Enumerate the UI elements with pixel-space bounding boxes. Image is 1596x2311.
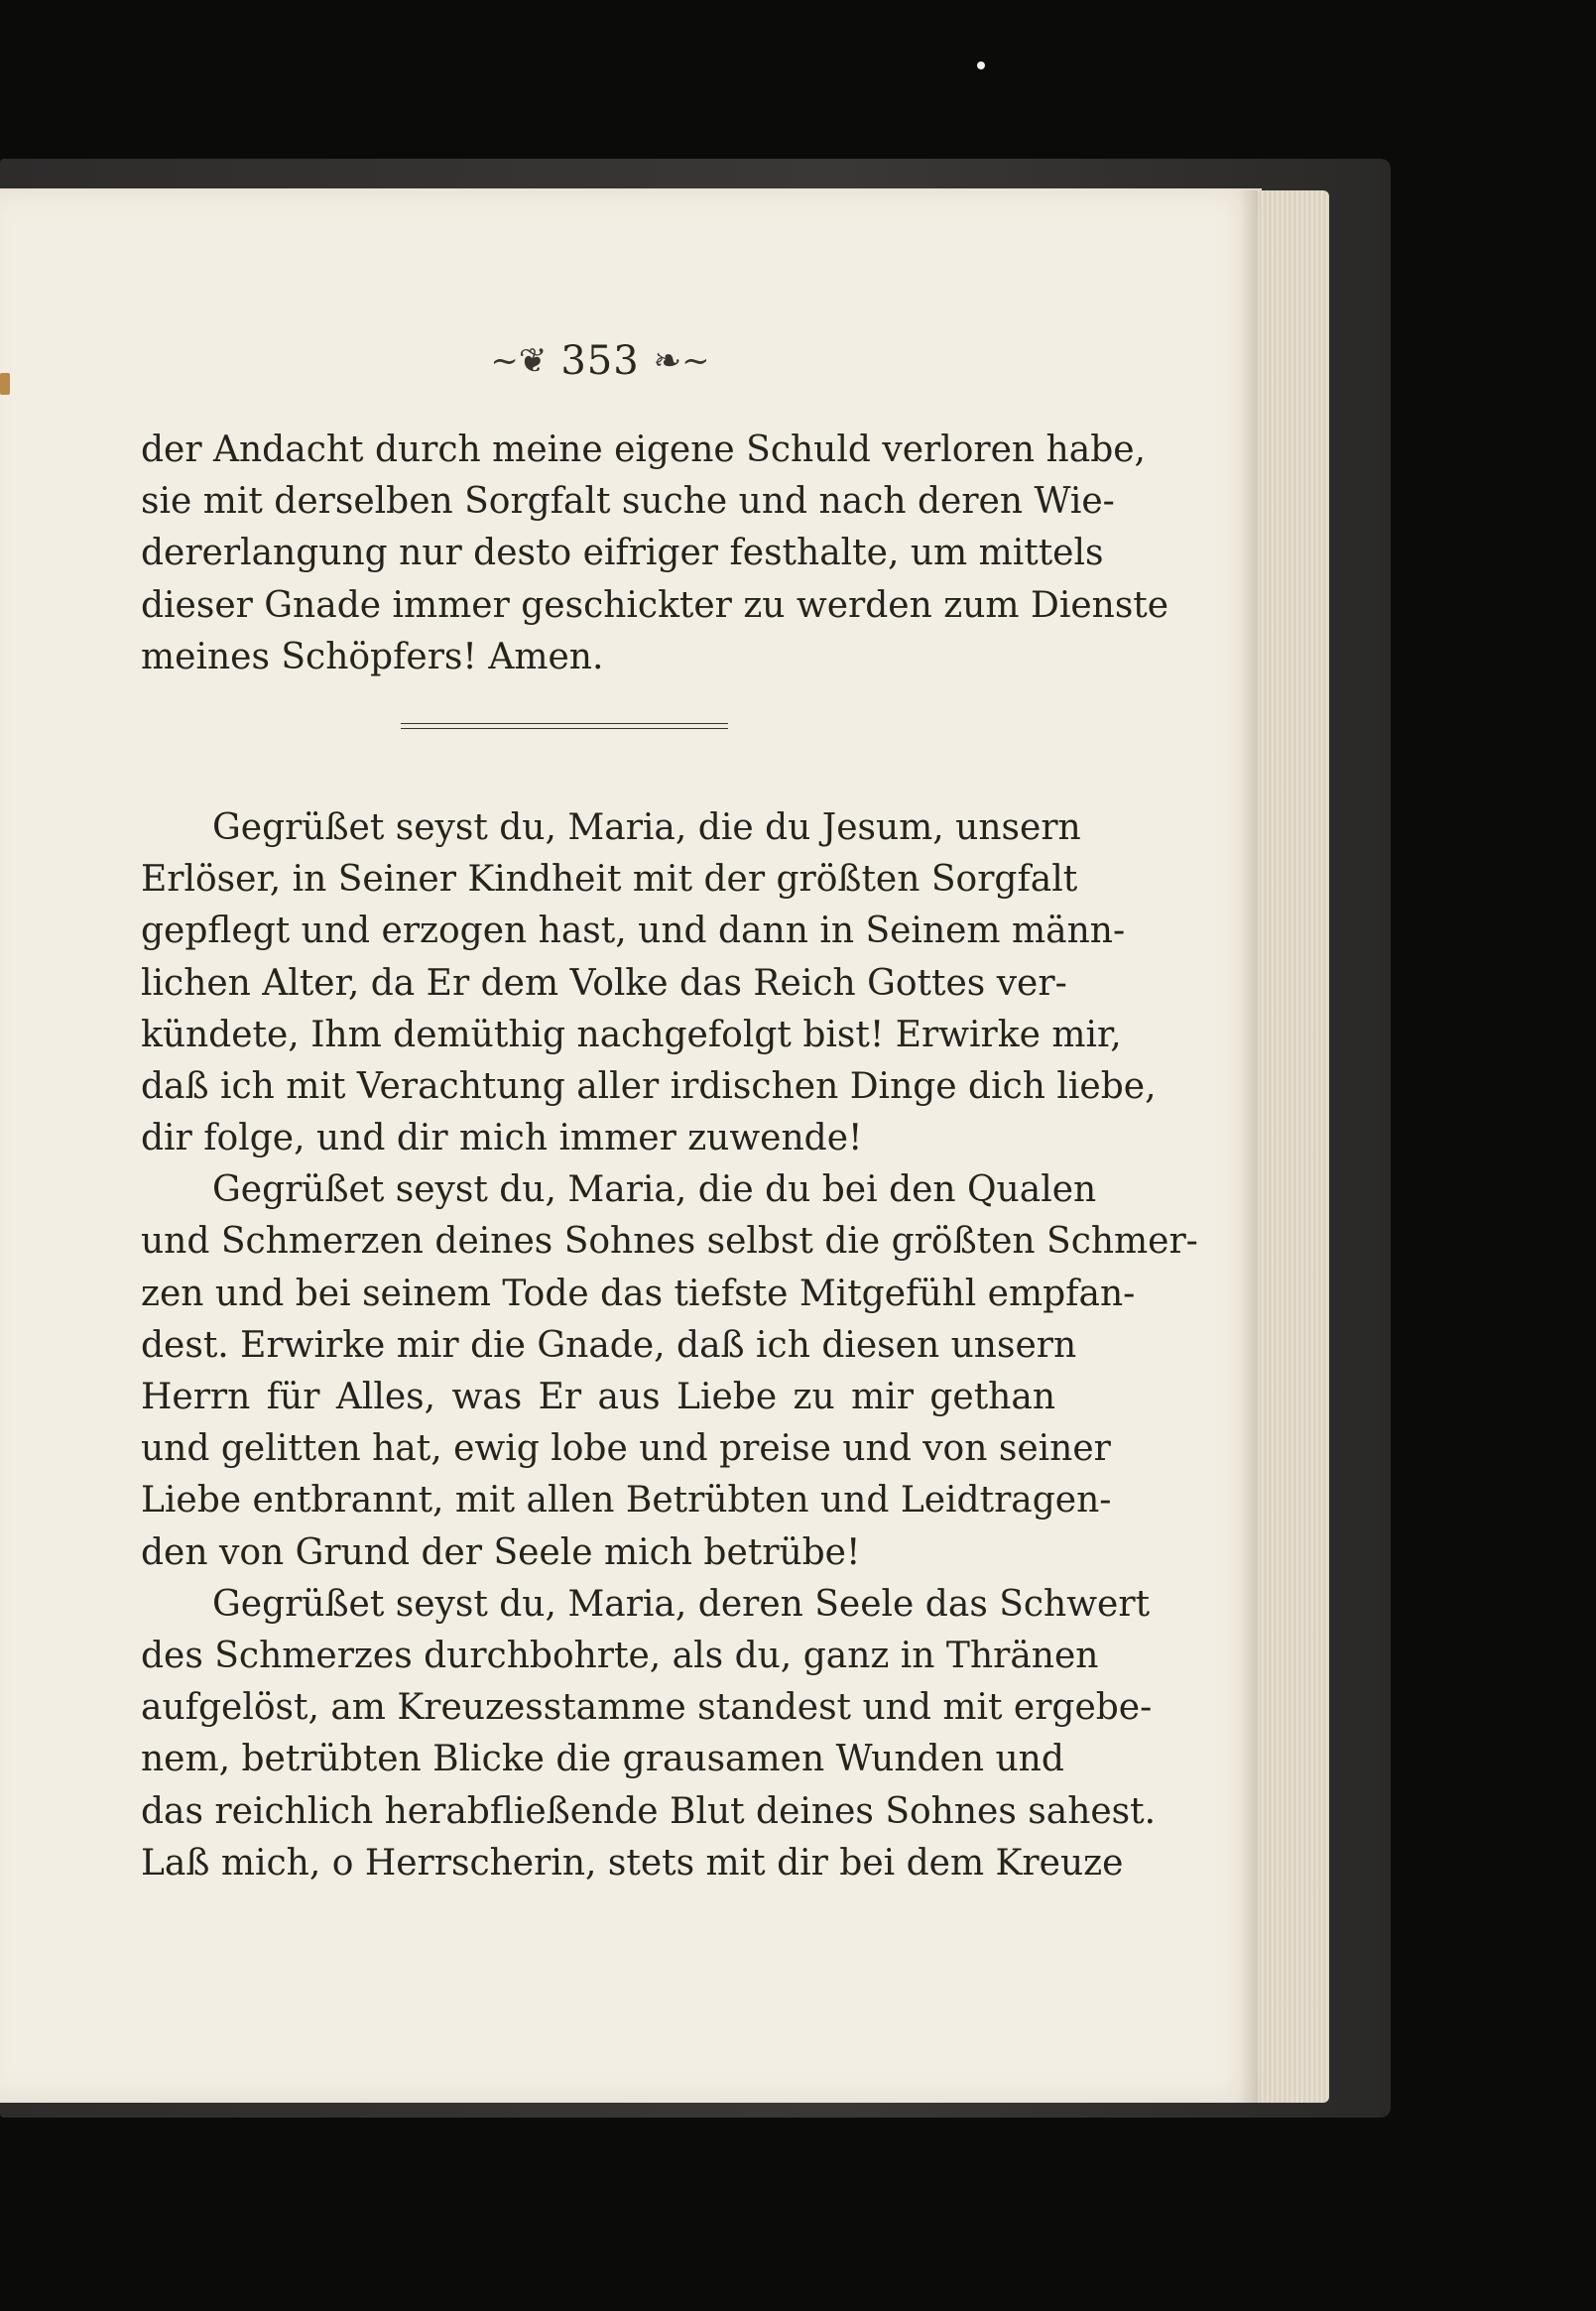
text-line: der Andacht durch meine eigene Schuld verloren habe, bbox=[141, 429, 1146, 470]
text-line: Gegrüßet seyst du, Maria, die du bei den Qualen bbox=[212, 1169, 1097, 1211]
text-line: und gelitten hat, ewig lobe und preise und von seiner bbox=[141, 1428, 1111, 1470]
paragraph-4 bbox=[141, 1579, 1157, 1889]
text-line: nem, betrübten Blicke die grausamen Wunden und bbox=[141, 1739, 1064, 1780]
paragraph-1 bbox=[141, 425, 1169, 683]
text-line: daß ich mit Verachtung aller irdischen Dinge dich liebe, bbox=[141, 1065, 1157, 1107]
text-line: das reichlich herabfließende Blut deines Sohnes sahest. bbox=[141, 1790, 1157, 1832]
fleuron-left-icon: ~❦ bbox=[490, 341, 548, 381]
page-header bbox=[451, 331, 749, 391]
text-line: Laß mich, o Herrscherin, stets mit dir bei dem Kreuze bbox=[141, 1842, 1124, 1884]
text-line: kündete, Ihm demüthig nachgefolgt bist! Erwirke mir, bbox=[141, 1014, 1122, 1055]
dust-speck bbox=[977, 61, 985, 69]
page-number: 353 bbox=[560, 338, 640, 384]
text-line: dest. Erwirke mir die Gnade, daß ich diesen unsern bbox=[141, 1324, 1077, 1366]
text-line: dererlangung nur desto eifriger festhalte, um mittels bbox=[141, 533, 1104, 574]
paragraph-3 bbox=[141, 1164, 1198, 1579]
text-line: dir folge, und dir mich immer zuwende! bbox=[141, 1118, 863, 1159]
text-line: gepflegt und erzogen hast, und dann in Seinem männ- bbox=[141, 911, 1126, 952]
bookmark-tab bbox=[0, 373, 10, 395]
page-text bbox=[141, 425, 1198, 1889]
text-line: meines Schöpfers! Amen. bbox=[141, 636, 604, 677]
paragraph-2 bbox=[141, 802, 1157, 1164]
text-line: dieser Gnade immer geschickter zu werden zum Dienste bbox=[141, 584, 1169, 626]
text-line: Erlöser, in Seiner Kindheit mit der größten Sorgfalt bbox=[141, 859, 1078, 901]
text-line: den von Grund der Seele mich betrübe! bbox=[141, 1531, 861, 1573]
text-line: Gegrüßet seyst du, Maria, die du Jesum, unsern bbox=[212, 806, 1081, 848]
text-line: des Schmerzes durchbohrte, als du, ganz in Thränen bbox=[141, 1635, 1099, 1676]
text-line: lichen Alter, da Er dem Volke das Reich Gottes ver- bbox=[141, 962, 1067, 1004]
text-line: Gegrüßet seyst du, Maria, deren Seele das Schwert bbox=[212, 1583, 1151, 1625]
text-line: zen und bei seinem Tode das tiefste Mitgefühl empfan- bbox=[141, 1273, 1136, 1314]
fleuron-right-icon: ❧~ bbox=[653, 341, 710, 381]
text-line: Herrn für Alles, was Er aus Liebe zu mir gethan bbox=[141, 1377, 1055, 1417]
text-line: und Schmerzen deines Sohnes selbst die größten Schmer- bbox=[141, 1221, 1198, 1263]
page-edges bbox=[1258, 190, 1329, 2103]
section-divider bbox=[141, 683, 1055, 802]
double-rule bbox=[401, 723, 728, 729]
text-line: aufgelöst, am Kreuzesstamme standest und mit ergebe- bbox=[141, 1687, 1153, 1729]
text-line: Liebe entbrannt, mit allen Betrübten und Leidtragen- bbox=[141, 1480, 1112, 1521]
text-line: sie mit derselben Sorgfalt suche und nach deren Wie- bbox=[141, 481, 1115, 523]
